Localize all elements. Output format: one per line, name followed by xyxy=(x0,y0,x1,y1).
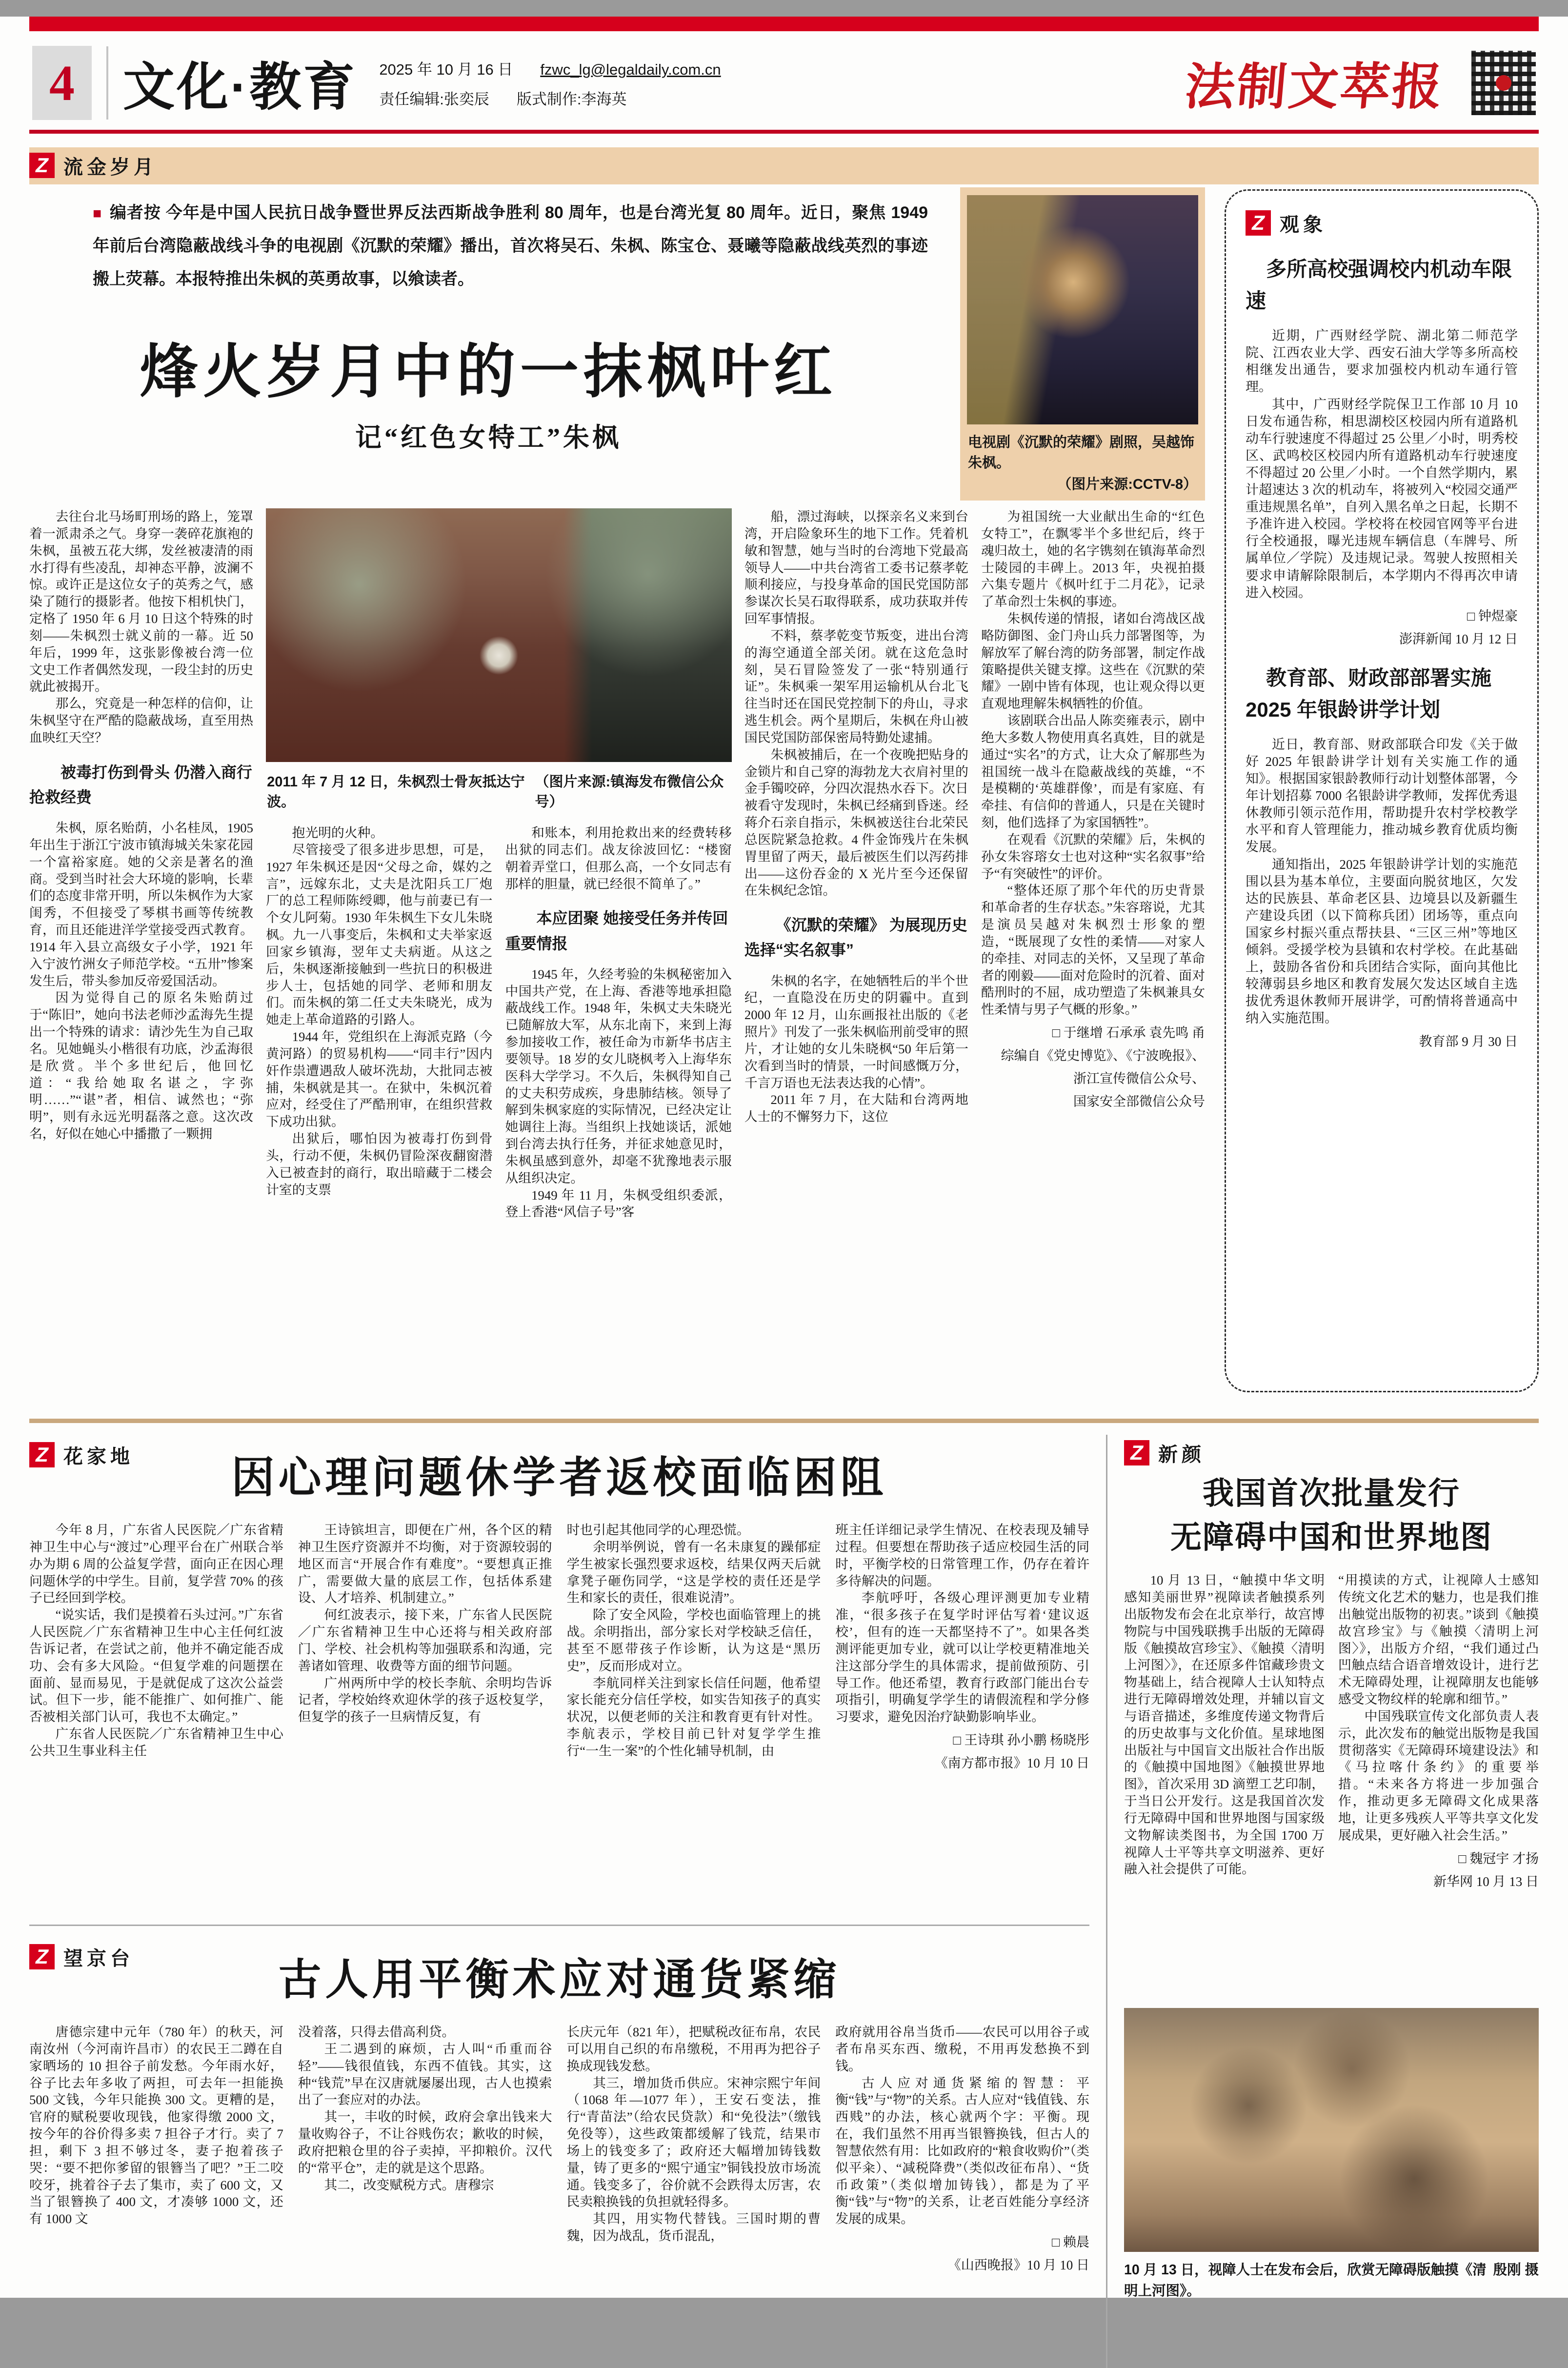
photo-credit: （图片来源:CCTV-8） xyxy=(1057,477,1197,493)
paragraph: 近日，教育部、财政部联合印发《关于做好 2025 年银龄讲学计划有关实施工作的通知》。根据国家银龄教师行动计划整体部署，今年计划招募 7000 名银龄讲学教师，发挥优秀退休教师引领示范作用，帮助提升农村学校教学水平和育人管理能力，推动城乡教育优质均衡发展。 xyxy=(1246,737,1518,855)
paragraph: 其三，增加货币供应。宋神宗熙宁年间（1068 年—1077 年），王安石变法，推行“青苗法”（给农民贷款）和“免役法”（缴钱免役等），这些政策都缓解了钱荒，结果市场上的钱变多了；政府还大幅增加铸钱数量，铸了更多的“熙宁通宝”铜钱投放市场流通。钱变多了，谷价就不会跌得太厉害，农民卖粮换钱的负担就轻得多。 xyxy=(566,2075,821,2209)
layout-credit: 版式制作:李海英 xyxy=(516,91,627,108)
editor-email-link[interactable]: fzwc_lg@legaldaily.com.cn xyxy=(540,61,721,78)
page-number: 4 xyxy=(49,55,75,111)
section-label-liujin: Z 流金岁月 xyxy=(29,147,1205,179)
header-meta xyxy=(379,57,721,109)
xinyan-headline-line2: 无障碍中国和世界地图 xyxy=(1170,1520,1492,1555)
paragraph: 那么，究竟是一种怎样的信仰，让朱枫坚守在严酷的隐蔽战场，直至用热血映红天空？ xyxy=(29,696,254,745)
tv-still-panel xyxy=(960,187,1205,501)
paragraph: 朱枫被捕后，在一个夜晚把贴身的金锁片和自己穿的海勃龙大衣肩衬里的金手镯咬碎，分四次混热水吞下。次日被看守发现时，朱枫已经痛到昏迷。经蒋介石亲自指示，朱枫被送往台北荣民总医院紧急抢救。4 件金饰残片在朱枫胃里留了两天，最后被医生们以泻药排出——这份吞金的 X 光片至今还保留在朱枫纪念馆。 xyxy=(744,747,968,898)
section-divider xyxy=(29,1419,1539,1423)
huajiadi-section xyxy=(29,1435,1089,1910)
paragraph: 不料，蔡孝乾变节叛变，进出台湾的海空通道全部关闭。就在这危急时刻，吴石冒险签发了一张“特别通行证”。朱枫乘一架军用运输机从台北飞往当时还在国民党控制下的舟山，寻求逃生机会。两个星期后，朱枫在舟山被国民党国防部保密局特勤处逮捕。 xyxy=(744,628,968,745)
paragraph: 出狱后，哪怕因为被毒打伤到骨头，行动不便，朱枫仍冒险深夜翻窗潜入已被查封的商行，取出暗藏于二楼会计室的支票 xyxy=(266,1131,493,1197)
column-4 xyxy=(835,1522,1089,1910)
article-column-3 xyxy=(505,824,731,1404)
photo-caption: 2011 年 7 月 12 日，朱枫烈士骨灰抵达宁波。 xyxy=(267,774,525,810)
guanxiang-panel xyxy=(1225,189,1539,1392)
paragraph: 除了安全风险，学校也面临管理上的挑战。余明指出，部分家长对学校缺乏信任，甚至不愿带孩子作诊断，认为这是“黑历史”，反而形成对立。 xyxy=(566,1607,821,1673)
paragraph: 尽管接受了很多进步思想，可是，1927 年朱枫还是因“父母之命，媒妁之言”，远嫁东北，丈夫是沈阳兵工厂炮厂的总工程师陈绶卿，他与前妻已有一个女儿阿菊。1930 年朱枫生下女儿朱晓枫。九一八事变后，朱枫和丈夫举家返回家乡镇海，翌年丈夫病逝。从这之后，朱枫逐渐接触到一些抗日的积极进步人士，包括她的同学、老师和朋友们。而朱枫的第二任丈夫朱晓光，成为她走上革命道路的引路人。 xyxy=(266,842,493,1027)
article-column-2 xyxy=(266,824,492,1404)
header-divider xyxy=(106,46,108,120)
header-rule xyxy=(29,130,1539,134)
byline-source: 教育部 9 月 30 日 xyxy=(1419,1034,1518,1049)
paragraph: 和账本，利用抢救出来的经费转移出狱的同志们。战友徐波回忆：“楼窗朝着弄堂口，但那么高，一个女同志有那样的胆量，就已经很不简单了。” xyxy=(505,825,732,891)
section-label-xinyan: Z 新颜 xyxy=(1124,1435,1539,1466)
paragraph: 古人应对通货紧缩的智慧：平衡“钱”与“物”的关系。古人应对“钱值钱、东西贱”的办法，核心就两个字：平衡。现在，我们虽然不用再当银簪换钱，但古人的智慧依然有用：比如政府的“粮食收购价”（类似平籴）、“减税降费”（类似改征布帛）、“货币政策”（类似增加铸钱），都是为了平衡“钱”与“物”的关系，让老百姓能分享经济发展的成果。 xyxy=(835,2075,1089,2227)
paragraph: 今年 8 月，广东省人民医院／广东省精神卫生中心与“渡过”心理平台在广州联合举办为期 6 周的公益复学营，面向正在因心理问题休学的中学生。目前，复学营 70% 的孩子已经回到学校。 xyxy=(29,1523,283,1605)
article-columns xyxy=(29,508,1205,1404)
article-subhead: 《沉默的荣耀》 为展现历史选择“实名叙事” xyxy=(744,916,967,959)
paragraph: 近期，广西财经学院、湖北第二师范学院、江西农业大学、西安石油大学等多所高校相继发出通告，要求加强校内机动车通行管理。 xyxy=(1246,328,1518,395)
wangjingtai-columns xyxy=(29,2024,1089,2368)
photo-caption xyxy=(1124,2260,1539,2302)
paragraph: 王诗镔坦言，即便在广州，各个区的精神卫生医疗资源并不均衡，对于资源较弱的地区而言“开展合作有难度”。“要想真正推广，需要做大量的底层工作，包括体系建设、人才培养、机制建立。” xyxy=(298,1523,552,1605)
paragraph: 唐德宗建中元年（780 年）的秋天，河南汝州（今河南许昌市）的农民王二蹲在自家晒场的 10 担谷子前发愁。今年雨水好，谷子比去年多收了两担，可去年一担能换 500 文钱，今年只能换 300 文。更糟的是，官府的赋税要收现钱，他家得缴 2000 文，按今年的谷价得多卖 7 担谷子才行。卖了 7 担，剩下 3 担不够过冬，妻子抱着孩子哭：“要不把你爹留的银簪当了吧？”王二咬咬牙，挑着谷子去了集市，卖了 600 文，又当了银簪换了 400 文，才凑够 1000 文，还有 1000 文 xyxy=(29,2025,283,2227)
section-label-guanxiang: Z 观象 xyxy=(1246,207,1518,239)
byline: □ 王诗琪 孙小鹏 杨晓彤 xyxy=(953,1733,1089,1748)
paragraph: 长庆元年（821 年），把赋税改征布帛，农民可以用自己织的布帛缴税，不用再为把谷子换成现钱发愁。 xyxy=(566,2025,821,2073)
section-label-huajiadi: Z 花家地 xyxy=(29,1437,134,1468)
qr-code-icon xyxy=(1471,51,1536,115)
paragraph: 朱枫的名字，在她牺牲后的半个世纪，一直隐没在历史的阴霾中。直到 2000 年 12 月，山东画报社出版的《老照片》刊发了一张朱枫临刑前受审的照片，才让她的女儿朱晓枫“50 年后第一次看到当时的情景，一时间感慨万分，千言万语也无法表达我的心情”。 xyxy=(744,973,968,1090)
article-subhead: 被毒打伤到骨头 仍潜入商行抢救经费 xyxy=(29,763,252,806)
huajiadi-columns xyxy=(29,1522,1089,1910)
memorial-photo xyxy=(266,508,732,762)
paragraph: 何红波表示，接下来，广东省人民医院／广东省精神卫生中心还将与相关政府部门、学校、社会机构等加强联系和沟通，完善诸如管理、收费等方面的细节问题。 xyxy=(298,1607,552,1673)
z-logo-icon: Z xyxy=(29,1442,55,1467)
paragraph: 余明举例说，曾有一名未康复的躁郁症学生被家长强烈要求返校，结果仅两天后就拿凳子砸伤同学，“这是学校的责任还是学生和家长的责任，很难说清”。 xyxy=(566,1539,821,1605)
huajiadi-headline: 因心理问题休学者返校面临困阻 xyxy=(231,1455,887,1503)
paragraph: 因为觉得自己的原名朱贻荫过于“陈旧”，她向书法老师沙孟海先生提出一个特殊的请求：请沙先生为自己取名。见她蝇头小楷很有功底，沙孟海很是欣赏。半个多世纪后，他回忆道：“我给她取名谌之，字弥明……”“谌”者，相信、诚然也；“弥明”，则有永远光明磊落之意。这次改名，好似在她心中播撒了一颗拥 xyxy=(29,990,254,1142)
paragraph: 李航同样关注到家长信任问题，他希望家长能充分信任学校，如实告知孩子的真实状况，以便老师的关注和教育更有针对性。李航表示，学校目前已针对复学学生推行“一生一案”的个性化辅导机制，由 xyxy=(566,1675,821,1758)
paragraph: 10 月 13 日，“触摸中华文明 感知美丽世界”视障读者触摸系列出版物发布会在北京举行，故宫博物院与中国残联携手出版的无障碍版《触摸故宫珍宝》、《触摸〈清明上河图〉》，在还原多件馆藏珍贵文物基础上，结合视障人士认知特点进行无障碍增效处理，并辅以盲文与语音描述，多维度传递文物背后的历史故事与文化价值。星球地图出版社与中国盲文出版社合作出版的《触摸中国地图》《触摸世界地图》，首次采用 3D 滴塑工艺印制，于当日公开发行。这是我国首次发行无障碍中国和世界地图与国家级文物解读类图书，为全国 1700 万视障人士平等共享文明滋养、更好融入社会提供了可能。 xyxy=(1124,1573,1325,1877)
byline-source: 《南方都市报》10 月 10 日 xyxy=(934,1756,1089,1771)
editor-note-text: 今年是中国人民抗日战争暨世界反法西斯战争胜利 80 周年，也是台湾光复 80 周年。近日，聚焦 1949 年前后台湾隐蔽战线斗争的电视剧《沉默的荣耀》播出，首次将吴石、朱枫、陈宝仓、聂曦等隐蔽战线英烈的事迹搬上荧幕。本报特推出朱枫的英勇故事，以飨读者。 xyxy=(93,203,928,288)
paragraph: 在观看《沉默的荣耀》后，朱枫的孙女朱容瑢女士也对这种“实名叙事”给予“有突破性”的评价。 xyxy=(981,832,1206,881)
top-red-bar xyxy=(29,17,1539,31)
article-column-1 xyxy=(29,508,253,1404)
editor-note-label: 编者按 xyxy=(109,203,161,222)
column-1 xyxy=(29,1522,283,1910)
paragraph: 其中，广西财经学院保卫工作部 10 月 10 日发布通告称，相思湖校区校园内所有道路机动车行驶速度不得超过 25 公里／小时，明秀校区、武鸣校区校园内所有道路机动车行驶速度不得超过 20 公里／小时。一个自然学期内，累计超速达 3 次的机动车，将被列入“校园交通严重违规黑名单”，自列入黑名单之日起，长期不予准许进入校园。学校将在校园官网等平台进行全校通报，曝光违规车辆信息（车牌号、所属单位／学院）及违规记录。驾驶人按照相关要求申请解除限制后，本学期内不得再次申请进入校园。 xyxy=(1246,397,1518,600)
paragraph: “用摸读的方式，让视障人士感知传统文化艺术的魅力，也是我们推出触觉出版物的初衷。”谈到《触摸故宫珍宝》与《触摸〈清明上河图〉》，出版方介绍，“我们通过凸凹触点结合语音增效设计，进行艺术无障碍处理，让视障朋友也能够感受文物纹样的轮廓和细节。” xyxy=(1338,1573,1539,1707)
paragraph: 朱枫，原名贻荫，小名桂凤，1905 年出生于浙江宁波市镇海城关朱家花园一个富裕家庭。她的父亲是著名的渔商。受到当时社会大环境的影响，长辈们的态度非常开明，所以朱枫作为大家闺秀，不但接受了琴棋书画等传统教育，而且还能进洋学堂接受西式教育。1914 年入县立高级女子小学，1921 年入宁波竹洲女子师范学校。“五卅”惨案发生后，带头参加反帝爱国活动。 xyxy=(29,821,254,988)
column-2 xyxy=(1338,1572,1539,2001)
caption-text: 10 月 13 日，视障人士在发布会后，欣赏无障碍版触摸《清明上河图》。 xyxy=(1124,2262,1487,2299)
paragraph: 广东省人民医院／广东省精神卫生中心公共卫生事业科主任 xyxy=(29,1726,283,1758)
editor-note xyxy=(93,196,928,296)
article-subhead: 本应团聚 她接受任务并传回重要情报 xyxy=(505,909,728,952)
column-2 xyxy=(298,1522,552,1910)
xinyan-section xyxy=(1107,1435,1539,2368)
photo-credit: （图片来源:镇海发布微信公众号） xyxy=(535,774,724,810)
section-title: 文化·教育 xyxy=(123,59,357,116)
paragraph: 为祖国统一大业献出生命的“红色女特工”，在飘零半个多世纪后，终于魂归故土，她的名字镌刻在镇海革命烈士陵园的丰碑上。2013 年，央视拍摄六集专题片《枫叶红于二月花》，记录了革命烈士朱枫的事迹。 xyxy=(981,509,1206,609)
paragraph: 朱枫传递的情报，诸如台湾战区战略防御图、金门舟山兵力部署图等，为解放军了解台湾的防务部署，制定作战策略提供关键支撑。这些在《沉默的荣耀》一剧中皆有体现，也让观众得以更直观地理解朱枫牺牲的价值。 xyxy=(981,611,1206,711)
column-2 xyxy=(298,2024,552,2368)
wangjingtai-headline: 古人用平衡术应对通货紧缩 xyxy=(278,1957,841,2005)
main-headline: 烽火岁月中的一抹枫叶红 xyxy=(140,340,837,404)
photographer-credit: 殷刚 摄 xyxy=(1493,2262,1539,2278)
byline: □ 于继增 石承承 袁先鸣 甬 xyxy=(1052,1025,1206,1040)
byline: □ 钟煜豪 xyxy=(1467,608,1518,623)
paragraph: 王二遇到的麻烦，古人叫“币重而谷轻”——钱很值钱，东西不值钱。其实，这种“钱荒”早在汉唐就屡屡出现，古人也摸索出了一套应对的办法。 xyxy=(298,2041,552,2107)
xinyan-columns xyxy=(1124,1572,1539,2001)
z-logo-icon: Z xyxy=(1124,1440,1149,1465)
z-logo-icon: Z xyxy=(1246,210,1271,236)
paragraph: 1945 年，久经考验的朱枫秘密加入中国共产党，在上海、香港等地承担隐蔽战线工作。1948 年，朱枫丈夫朱晓光已随解放大军，从东北南下，来到上海参加接收工作，被任命为市新华书店主要领导。18 岁的女儿晓枫考入上海华东医科大学学习。不久后，朱枫得知自己的丈夫积劳成疾，身患肺结核。领导了解到朱枫家庭的实际情况，已经决定让她调往上海。当组织上找她谈话，派她到台湾去执行任务，并征求她意见时，朱枫虽感到意外，却毫不犹豫地表示服从组织决定。 xyxy=(505,966,732,1185)
z-logo-icon: Z xyxy=(29,153,55,178)
paragraph: 广州两所中学的校长李航、余明均告诉记者，学校始终欢迎休学的孩子返校复学，但复学的孩子一旦病情反复，有 xyxy=(298,1675,552,1725)
column-4 xyxy=(835,2024,1089,2368)
newspaper-page xyxy=(0,17,1568,2298)
guanxiang-article2-title: 教育部、财政部部署实施 2025 年银龄讲学计划 xyxy=(1246,666,1492,721)
paragraph: 没着落，只得去借高利贷。 xyxy=(298,2025,455,2040)
paragraph: 1944 年，党组织在上海派克路（今黄河路）的贸易机构——“同丰行”因内奸作祟遭遇敌人破坏洗劫，大批同志被捕，朱枫就是其一。在狱中，朱枫沉着应对，经受住了严酷刑审，在组织营救下成功出狱。 xyxy=(266,1029,493,1129)
page-header xyxy=(29,31,1539,130)
xinyan-headline-line1: 我国首次批量发行 xyxy=(1203,1476,1460,1511)
tv-drama-photo xyxy=(967,195,1198,424)
byline: □ 魏冠宇 才扬 xyxy=(1458,1851,1539,1866)
paragraph: 李航呼吁，各级心理评测更加专业精准，“很多孩子在复学时评估写着‘建议返校’，但有的连一天都坚持不了”。如果各类测评能更加专业，就可以让学校更精准地关注这部分学生的具体需求，提前做预防、引导工作。他还希望，教育行政部门能出台专项指引，明确复学学生的请假流程和学分修习要求，避免因治疗缺勤影响毕业。 xyxy=(835,1590,1089,1725)
byline-source: 综编自《党史博览》、《宁波晚报》、 xyxy=(1001,1048,1206,1063)
paragraph: 中国残联宣传文化部负责人表示，此次发布的触觉出版物是我国贯彻落实《无障碍环境建设法》和《马拉喀什条约》的重要举措。“未来各方将进一步加强合作，推动更多无障碍文化成果落地，让更多残疾人平等共享文化发展成果，更好融入社会生活。” xyxy=(1338,1708,1539,1843)
paragraph: 其二，改变赋税方式。唐穆宗 xyxy=(324,2177,494,2192)
issue-date: 2025 年 10 月 16 日 xyxy=(379,61,513,78)
paragraph: 其四，用实物代替钱。三国时期的曹魏，因为战乱，货币混乱， xyxy=(566,2211,821,2244)
byline-source: 澎湃新闻 10 月 12 日 xyxy=(1399,631,1518,646)
column-1 xyxy=(29,2024,283,2368)
liujin-region xyxy=(29,147,1539,1404)
page-number-box xyxy=(32,46,92,120)
paragraph: 通知指出，2025 年银龄讲学计划的实施范围以县为基本单位，主要面向脱贫地区，欠发达的民族县、革命老区县、边境县以及新疆生产建设兵团（以下简称兵团）团场等，重点向国家乡村振兴重点帮扶县、“三区三州”等地区倾斜。受援学校为县镇和农村学校。在此基础上，鼓励各省份和兵团结合实际，面向其他比较薄弱县乡地区和教育发展欠发达区域自主选拔优秀退休教师开展讲学，可酌情将普通高中纳入实施范围。 xyxy=(1246,857,1518,1026)
wangjingtai-section xyxy=(29,1937,1089,2368)
column-3 xyxy=(567,1522,821,1910)
column-3 xyxy=(567,2024,821,2368)
article-photo-group xyxy=(266,508,732,1404)
byline-source: 浙江宣传微信公众号、 xyxy=(1073,1071,1206,1086)
paragraph: “整体还原了那个年代的历史背景和革命者的生存状态。”朱容瑢说，尤其是演员吴越对朱枫烈士形象的塑造，“既展现了女性的柔情——对家人的牵挂、对同志的关怀，又呈现了革命者的刚毅——面对危险时的沉着、面对酷刑时的不屈，成功塑造了朱枫兼具女性柔情与男子气概的形象。” xyxy=(981,883,1206,1017)
main-subhead: 记“红色女特工”朱枫 xyxy=(355,423,622,452)
byline-source: 《山西晚报》10 月 10 日 xyxy=(947,2258,1089,2273)
paragraph: “说实话，我们是摸着石头过河。”广东省人民医院／广东省精神卫生中心主任何红波告诉记者，在尝试之前，他并不确定能否成功、会有多大风险。“但复学难的问题摆在面前、显而易见，于是就促成了这次公益尝试。但下一步，能不能推广、如何推广、能否被相关部门认可，我也不太确定。” xyxy=(29,1607,283,1725)
scroll-painting-photo xyxy=(1124,2008,1539,2252)
article-column-5 xyxy=(981,508,1205,1404)
paragraph: 船，漂过海峡，以探亲名义来到台湾，开启险象环生的地下工作。凭着机敏和智慧，她与当时的台湾地下党最高领导人——中共台湾省工委书记蔡孝乾顺利接应，与投身革命的国民党国防部参谋次长吴石取得联系，成功获取并传回军事情报。 xyxy=(744,509,968,626)
article-column-4 xyxy=(744,508,968,1404)
guanxiang-article1-title: 多所高校强调校内机动车限速 xyxy=(1246,258,1512,313)
paragraph: 其一，丰收的时候，政府会拿出钱来大量收购谷子，不让谷贱伤农；歉收的时候，政府把粮仓里的谷子卖掉，平抑粮价。汉代的“常平仓”，走的就是这个思路。 xyxy=(298,2109,552,2175)
byline-source: 国家安全部微信公众号 xyxy=(1073,1094,1206,1109)
byline-source: 新华网 10 月 13 日 xyxy=(1433,1874,1539,1889)
masthead-logo: 法制文萃报 xyxy=(1183,58,1447,116)
z-logo-icon: Z xyxy=(29,1944,55,1969)
red-square-icon: ■ xyxy=(93,205,102,221)
paragraph: 政府就用谷帛当货币——农民可以用谷子或者布帛买东西、缴税，不用再发愁换不到钱。 xyxy=(835,2025,1089,2073)
paragraph: 2011 年 7 月，在大陆和台湾两地人士的不懈努力下，这位 xyxy=(744,1092,968,1124)
photo-caption: 电视剧《沉默的荣耀》剧照，吴越饰朱枫。 xyxy=(968,435,1195,471)
section-divider xyxy=(29,1925,1089,1926)
section-label-wangjingtai: Z 望京台 xyxy=(29,1939,134,1970)
paragraph: 1949 年 11 月，朱枫受组织委派，登上香港“风信子号”客 xyxy=(505,1187,732,1220)
paragraph: 抱光明的火种。 xyxy=(292,825,384,841)
editor-credit: 责任编辑:张奕辰 xyxy=(379,91,489,108)
paragraph: 去往台北马场町刑场的路上，笼罩着一派肃杀之气。身穿一袭碎花旗袍的朱枫，虽被五花大绑，发丝被凄清的雨水打得有些凌乱，却神态平静，波澜不惊。或许正是这位女子的英秀之气，感染了随行的摄影者。他按下相机快门，定格了 1950 年 6 月 10 日这个特殊的时刻——朱枫烈士就义前的一幕。近 50 年后，1999 年，这张影像被台湾一位文史工作者偶然发现，一段尘封的历史就此被揭开。 xyxy=(29,509,254,694)
paragraph: 班主任详细记录学生情况、在校表现及辅导过程。但要想在帮助孩子适应校园生活的同时，平衡学校的日常管理工作，仍存在着许多待解决的问题。 xyxy=(835,1523,1089,1588)
paragraph: 时也引起其他同学的心理恐慌。 xyxy=(566,1523,750,1538)
paragraph: 该剧联合出品人陈奕雍表示，剧中绝大多数人物使用真名真姓，目的就是通过“实名”的方式，让大众了解那些为祖国统一战斗在隐蔽战线的英雄，“不是模糊的‘英雄群像’，而是有家庭、有牵挂、有信仰的普通人，只是在关键时刻，他们选择了为家国牺牲”。 xyxy=(981,713,1206,830)
byline: □ 赖晨 xyxy=(1051,2235,1089,2250)
column-1 xyxy=(1124,1572,1325,2001)
